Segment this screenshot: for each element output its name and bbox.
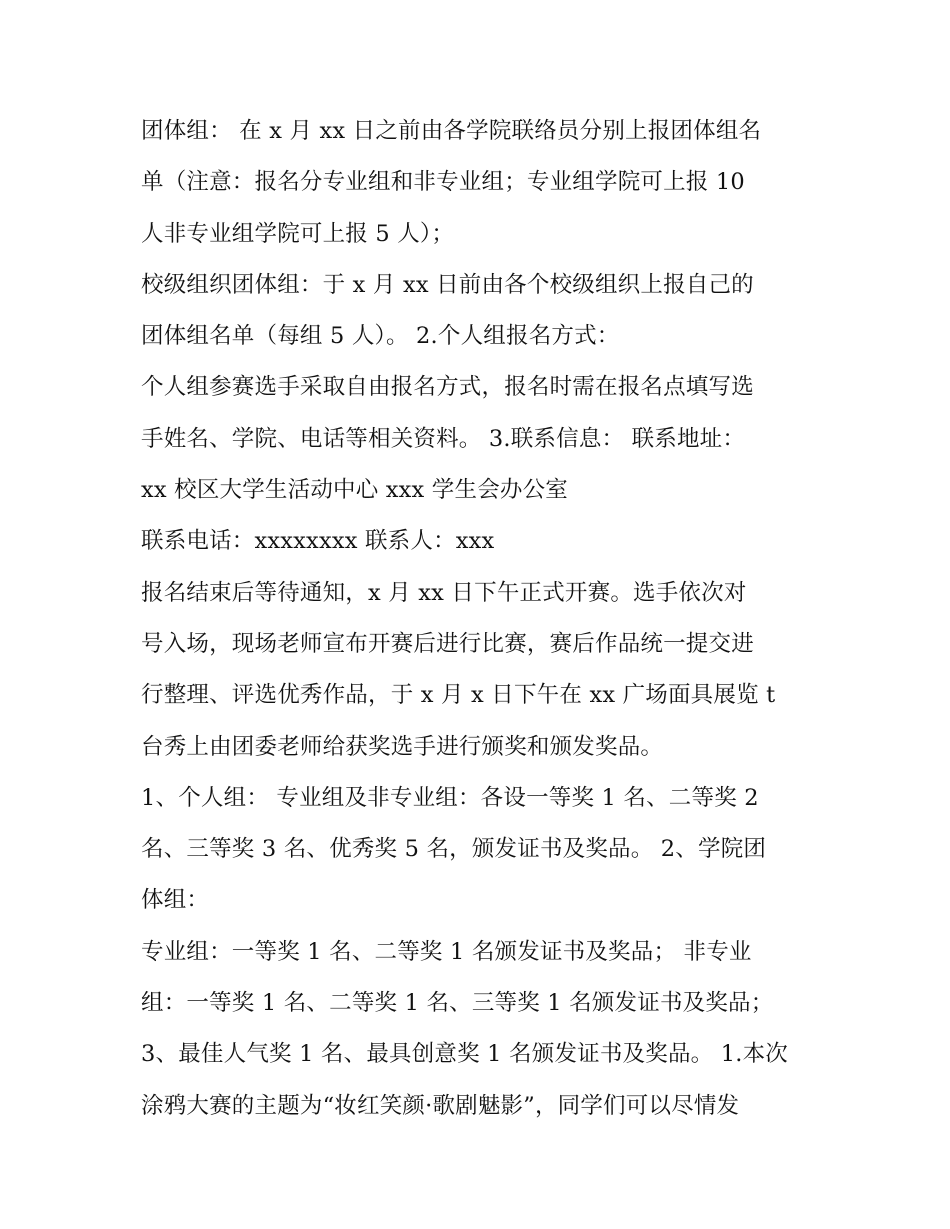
text-line-19: 3、最佳人气奖 1 名、最具创意奖 1 名颁发证书及奖品。 1.本次 xyxy=(141,1041,788,1068)
text-line-12: 行整理、评选优秀作品，于 x 月 x 日下午在 xx 广场面具展览 t xyxy=(141,682,776,709)
text-line-20: 涂鸦大赛的主题为“妆红笑颜·歌剧魅影”，同学们可以尽情发 xyxy=(141,1092,740,1119)
text-line-17: 专业组：一等奖 1 名、二等奖 1 名颁发证书及奖品； 非专业 xyxy=(141,938,752,965)
text-line-8: xx 校区大学生活动中心 xxx 学生会办公室 xyxy=(141,477,569,504)
document-body xyxy=(141,106,821,1132)
text-line-3: 人非专业组学院可上报 5 人）； xyxy=(141,220,455,247)
text-line-11: 号入场，现场老师宣布开赛后进行比赛，赛后作品统一提交进 xyxy=(141,630,754,657)
text-line-1: 团体组： 在 x 月 xx 日之前由各学院联络员分别上报团体组名 xyxy=(141,118,762,144)
text-line-4: 校级组织团体组：于 x 月 xx 日前由各个校级组织上报自己的 xyxy=(141,271,754,298)
text-line-13: 台秀上由团委老师给获奖选手进行颁奖和颁发奖品。 xyxy=(141,733,664,760)
text-line-15: 名、三等奖 3 名、优秀奖 5 名，颁发证书及奖品。 2、学院团 xyxy=(141,836,767,863)
text-line-6: 个人组参赛选手采取自由报名方式，报名时需在报名点填写选 xyxy=(141,374,754,401)
text-line-7: 手姓名、学院、电话等相关资料。 3.联系信息： 联系地址： xyxy=(141,425,746,452)
text-line-14: 1、个人组： 专业组及非专业组：各设一等奖 1 名、二等奖 2 xyxy=(141,784,759,811)
text-line-9: 联系电话：xxxxxxxx 联系人：xxx xyxy=(141,528,495,555)
text-line-5: 团体组名单（每组 5 人）。 2.个人组报名方式： xyxy=(141,323,620,350)
text-line-2: 单（注意：报名分专业组和非专业组；专业组学院可上报 10 xyxy=(141,169,745,196)
text-line-18: 组：一等奖 1 名、二等奖 1 名、三等奖 1 名颁发证书及奖品； xyxy=(141,990,774,1017)
text-line-16: 体组： xyxy=(141,887,210,914)
text-line-10: 报名结束后等待通知，x 月 xx 日下午正式开赛。选手依次对 xyxy=(141,579,747,606)
